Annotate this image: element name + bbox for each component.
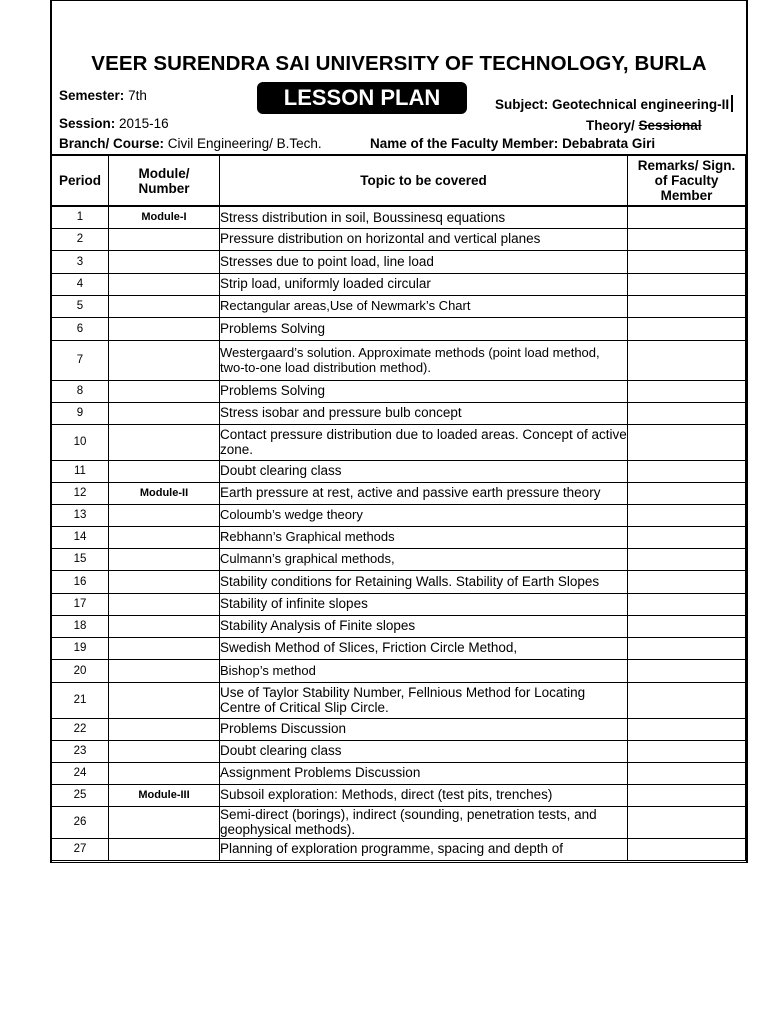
module-cell	[109, 250, 220, 273]
topic-cell: Stability Analysis of Finite slopes	[220, 615, 628, 637]
table-row	[52, 380, 746, 402]
table-row	[52, 637, 746, 659]
module-cell	[109, 317, 220, 340]
topic-cell: Strip load, uniformly loaded circular	[220, 273, 628, 295]
period-cell: 13	[52, 504, 109, 526]
session-value: 2015-16	[119, 116, 169, 131]
module-cell: Module-III	[109, 784, 220, 806]
remarks-cell	[628, 402, 746, 424]
remarks-cell	[628, 380, 746, 402]
topic-cell: Problems Solving	[220, 317, 628, 340]
module-cell	[109, 615, 220, 637]
remarks-cell	[628, 570, 746, 593]
topic-cell: Doubt clearing class	[220, 460, 628, 482]
sessional-label: Sessional	[638, 118, 702, 133]
period-cell: 19	[52, 637, 109, 659]
table-row	[52, 228, 746, 250]
remarks-cell	[628, 424, 746, 460]
table-row	[52, 402, 746, 424]
module-cell	[109, 838, 220, 860]
lesson-plan-title: LESSON PLAN	[257, 82, 467, 114]
topic-cell: Planning of exploration programme, spacing and depth of	[220, 838, 628, 860]
topic-cell: Rebhann’s Graphical methods	[220, 526, 628, 548]
module-cell	[109, 659, 220, 682]
table-row	[52, 295, 746, 317]
table-row	[52, 659, 746, 682]
subject-label: Subject:	[495, 97, 549, 112]
topic-cell: Stability of infinite slopes	[220, 593, 628, 615]
table-row	[52, 740, 746, 762]
table-row	[52, 504, 746, 526]
remarks-cell	[628, 504, 746, 526]
period-cell: 16	[52, 570, 109, 593]
topic-cell: Stress distribution in soil, Boussinesq equations	[220, 206, 628, 228]
table-row	[52, 593, 746, 615]
remarks-cell	[628, 593, 746, 615]
faculty-value: Debabrata Giri	[562, 136, 656, 151]
table-row	[52, 526, 746, 548]
period-cell: 6	[52, 317, 109, 340]
table-row	[52, 570, 746, 593]
period-cell: 3	[52, 250, 109, 273]
module-cell	[109, 273, 220, 295]
table-row	[52, 460, 746, 482]
remarks-cell	[628, 838, 746, 860]
remarks-cell	[628, 682, 746, 718]
remarks-cell	[628, 460, 746, 482]
period-cell: 23	[52, 740, 109, 762]
theory-sessional-field	[586, 118, 702, 133]
topic-cell: Earth pressure at rest, active and passive earth pressure theory	[220, 482, 628, 504]
column-header-remarks: Remarks/ Sign. of Faculty Member	[628, 155, 746, 206]
module-cell	[109, 228, 220, 250]
branch-field	[59, 136, 322, 151]
period-cell: 10	[52, 424, 109, 460]
period-cell: 21	[52, 682, 109, 718]
column-header-topic: Topic to be covered	[220, 155, 628, 206]
table-row	[52, 206, 746, 228]
table-header-row	[52, 155, 746, 206]
period-cell: 26	[52, 806, 109, 838]
topic-cell: Westergaard’s solution. Approximate methods (point load method, two-to-one load distribution method).	[220, 340, 628, 380]
period-cell: 5	[52, 295, 109, 317]
topic-cell: Use of Taylor Stability Number, Fellnious Method for Locating Centre of Critical Slip Circle.	[220, 682, 628, 718]
session-label: Session:	[59, 116, 116, 131]
period-cell: 8	[52, 380, 109, 402]
module-cell	[109, 570, 220, 593]
module-cell	[109, 380, 220, 402]
module-cell	[109, 526, 220, 548]
module-cell	[109, 740, 220, 762]
topic-cell: Assignment Problems Discussion	[220, 762, 628, 784]
module-cell	[109, 682, 220, 718]
remarks-cell	[628, 637, 746, 659]
remarks-cell	[628, 526, 746, 548]
module-cell	[109, 593, 220, 615]
column-header-module: Module/ Number	[109, 155, 220, 206]
remarks-cell	[628, 340, 746, 380]
table-row	[52, 806, 746, 838]
remarks-cell	[628, 206, 746, 228]
remarks-cell	[628, 659, 746, 682]
topic-cell: Coloumb’s wedge theory	[220, 504, 628, 526]
period-cell: 1	[52, 206, 109, 228]
module-cell	[109, 718, 220, 740]
faculty-field	[370, 136, 655, 151]
module-cell	[109, 762, 220, 784]
subject-value: Geotechnical engineering-II	[552, 97, 730, 112]
period-cell: 11	[52, 460, 109, 482]
module-cell	[109, 637, 220, 659]
semester-value: 7th	[128, 88, 147, 103]
period-cell: 7	[52, 340, 109, 380]
period-cell: 20	[52, 659, 109, 682]
period-cell: 9	[52, 402, 109, 424]
subject-field	[495, 95, 733, 112]
table-row	[52, 762, 746, 784]
period-cell: 25	[52, 784, 109, 806]
remarks-cell	[628, 784, 746, 806]
module-cell: Module-II	[109, 482, 220, 504]
module-cell	[109, 340, 220, 380]
faculty-label: Name of the Faculty Member:	[370, 136, 559, 151]
module-cell	[109, 806, 220, 838]
remarks-cell	[628, 615, 746, 637]
session-field	[59, 116, 169, 131]
table-body	[52, 206, 746, 860]
topic-cell: Stresses due to point load, line load	[220, 250, 628, 273]
topic-cell: Problems Solving	[220, 380, 628, 402]
period-cell: 12	[52, 482, 109, 504]
module-cell	[109, 424, 220, 460]
module-cell	[109, 460, 220, 482]
table-row	[52, 317, 746, 340]
topic-cell: Pressure distribution on horizontal and vertical planes	[220, 228, 628, 250]
topic-cell: Bishop’s method	[220, 659, 628, 682]
topic-cell: Problems Discussion	[220, 718, 628, 740]
period-cell: 4	[52, 273, 109, 295]
branch-label: Branch/ Course:	[59, 136, 165, 151]
topic-cell: Stability conditions for Retaining Walls. Stability of Earth Slopes	[220, 570, 628, 593]
module-cell	[109, 402, 220, 424]
table-row	[52, 250, 746, 273]
theory-label: Theory/	[586, 118, 635, 133]
module-cell	[109, 504, 220, 526]
topic-cell: Rectangular areas,Use of Newmark’s Chart	[220, 295, 628, 317]
topic-cell: Stress isobar and pressure bulb concept	[220, 402, 628, 424]
topic-cell: Subsoil exploration: Methods, direct (test pits, trenches)	[220, 784, 628, 806]
module-cell: Module-I	[109, 206, 220, 228]
table-row	[52, 548, 746, 570]
period-cell: 22	[52, 718, 109, 740]
remarks-cell	[628, 273, 746, 295]
remarks-cell	[628, 317, 746, 340]
topic-cell: Contact pressure distribution due to loaded areas. Concept of active zone.	[220, 424, 628, 460]
topic-cell: Culmann’s graphical methods,	[220, 548, 628, 570]
branch-value: Civil Engineering/ B.Tech.	[167, 136, 322, 151]
remarks-cell	[628, 250, 746, 273]
table-row	[52, 273, 746, 295]
column-header-period: Period	[52, 155, 109, 206]
topic-cell: Swedish Method of Slices, Friction Circle Method,	[220, 637, 628, 659]
remarks-cell	[628, 718, 746, 740]
period-cell: 15	[52, 548, 109, 570]
remarks-cell	[628, 740, 746, 762]
remarks-cell	[628, 548, 746, 570]
table-row	[52, 784, 746, 806]
remarks-cell	[628, 295, 746, 317]
period-cell: 14	[52, 526, 109, 548]
table-row	[52, 615, 746, 637]
lesson-plan-table	[51, 154, 746, 861]
semester-label: Semester:	[59, 88, 125, 103]
period-cell: 2	[52, 228, 109, 250]
remarks-cell	[628, 228, 746, 250]
period-cell: 27	[52, 838, 109, 860]
topic-cell: Doubt clearing class	[220, 740, 628, 762]
period-cell: 24	[52, 762, 109, 784]
remarks-cell	[628, 806, 746, 838]
semester-field	[59, 88, 147, 103]
period-cell: 18	[52, 615, 109, 637]
period-cell: 17	[52, 593, 109, 615]
text-cursor	[731, 95, 733, 112]
table-row	[52, 718, 746, 740]
remarks-cell	[628, 482, 746, 504]
remarks-cell	[628, 762, 746, 784]
table-row	[52, 682, 746, 718]
module-cell	[109, 295, 220, 317]
university-title: VEER SURENDRA SAI UNIVERSITY OF TECHNOLOGY, BURLA	[91, 52, 707, 75]
table-row	[52, 424, 746, 460]
topic-cell: Semi-direct (borings), indirect (sounding, penetration tests, and geophysical methods).	[220, 806, 628, 838]
module-cell	[109, 548, 220, 570]
table-row	[52, 340, 746, 380]
table-row	[52, 482, 746, 504]
table-row	[52, 838, 746, 860]
